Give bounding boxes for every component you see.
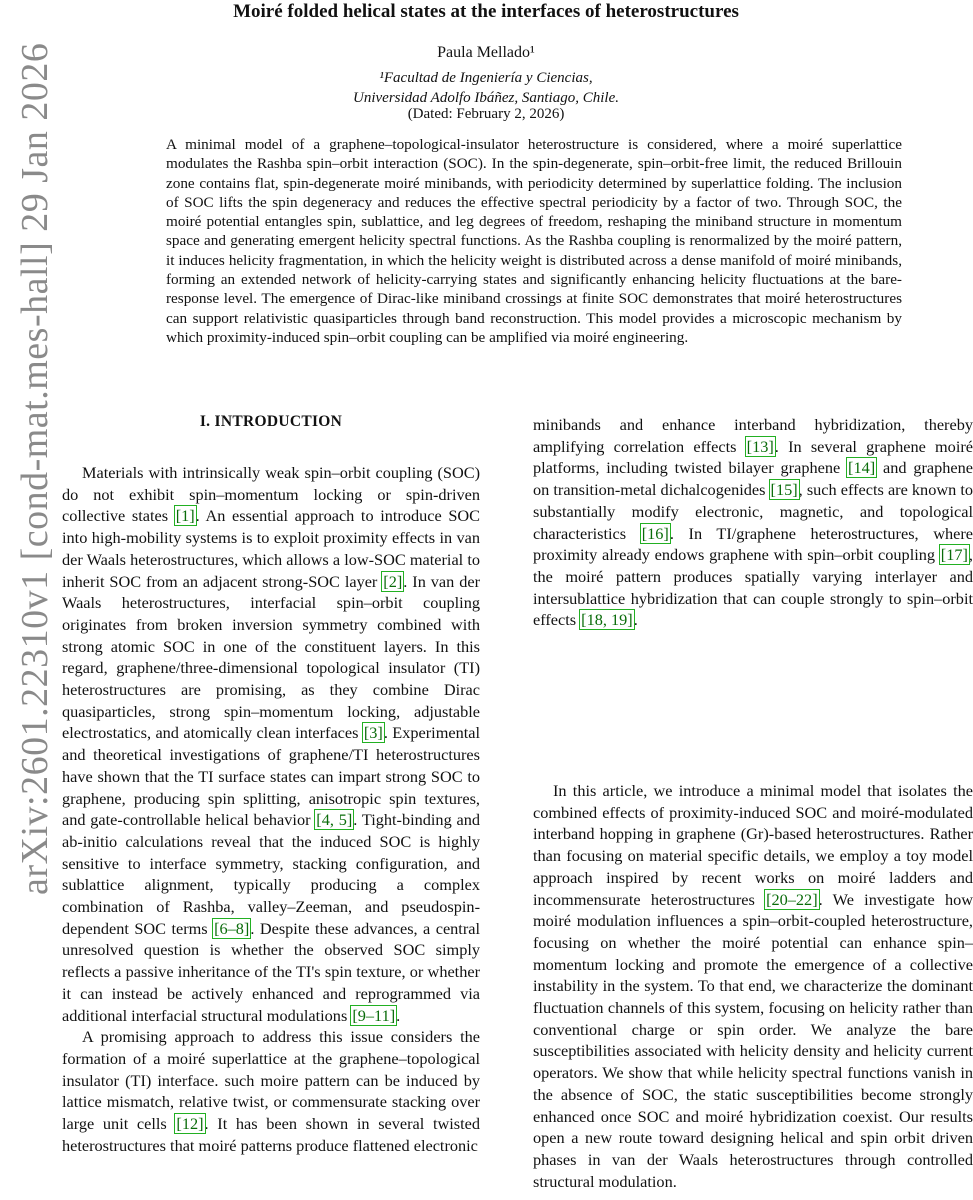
- dated: (Dated: February 2, 2026): [407, 106, 565, 122]
- affiliation-line-2: Universidad Adolfo Ibáñez, Santiago, Chile.: [353, 90, 619, 106]
- text: minibands and enhance interband hybridization, thereby amplifying correlation effects: [533, 415, 973, 456]
- text: Materials with intrinsically weak spin–orbit coupling (SOC) do not exhibit spin–momentum locking or spin-driven collective states: [62, 463, 480, 526]
- text: , the moiré pattern produces spatially varying interlayer and intersublattice hybridization that can couple strongly to spin–orbit effects: [533, 545, 973, 630]
- text: . We investigate how moiré modulation influences a spin–orbit-coupled heterostructure, focusing on whether the moiré potential can enhance spin–momentum locking and promote the emergence of a collective instability in the system. To that end, we characterize the dominant fluctuation channels of this system, focusing on helicity rather than conventional charge or spin order. We analyze the bare susceptibilities associated with helicity density and helicity current operators. We show that while helicity spectral functions vanish in the absence of SOC, the static susceptibilities become strongly enhanced once SOC and moiré hybridization coexist. Our results open a new route toward designing helical and spin orbit driven phases in van der Waals heterostructures through controlled structural modulation.: [533, 889, 973, 1191]
- citation-link[interactable]: [9–11]: [352, 1005, 396, 1025]
- text: . In several graphene moiré platforms, including twisted bilayer graphene: [533, 436, 973, 478]
- text: . In TI/graphene heterostructures, where proximity already endows graphene with spin–orbit coupling: [533, 523, 973, 565]
- text: .: [633, 610, 638, 630]
- citation-link[interactable]: [17]: [940, 545, 968, 565]
- affiliation: [0, 68, 972, 108]
- text: .: [396, 1005, 401, 1025]
- text: A promising approach to address this issue considers the formation of a moiré superlattice at the graphene–topological insulator (TI) interface. such moire pattern can be induced by lattice mismatch, relative twist, or commensurate stacking over large unit cells: [62, 1027, 480, 1134]
- author: Paula Mellado¹: [437, 44, 535, 61]
- text: . An essential approach to introduce SOC into high-mobility systems is to exploit proximity effects in van der Waals heterostructures, which allows a low-SOC material to inherit SOC from an adjacent strong-SOC layer: [62, 506, 480, 591]
- citation-link[interactable]: [18, 19]: [581, 610, 633, 630]
- text: . Despite these advances, a central unresolved question is whether the observed SOC simply reflects a passive inheritance of the TI's spin texture, or whether it can instead be actively enhanced and reprogrammed via additional interfacial structural modulations: [62, 918, 481, 1025]
- right-column-top: [533, 414, 973, 631]
- citation-link[interactable]: [16]: [641, 523, 669, 543]
- text: , such effects are known to substantially modify electronic, magnetic, and topological characteristics: [533, 480, 973, 543]
- affiliation-line-1: ¹Facultad de Ingeniería y Ciencias,: [379, 70, 593, 86]
- citation-link[interactable]: [2]: [383, 571, 403, 591]
- text: . It has been shown in several twisted heterostructures that moiré patterns produce flattened electronic: [62, 1114, 480, 1155]
- citation-link[interactable]: [4, 5]: [316, 810, 353, 830]
- text: In this article, we introduce a minimal model that isolates the combined effects of proximity-induced SOC and moiré-modulated interband hopping in graphene (Gr)-based heterostructures. Rather than focusing on material specific details, we employ a toy model approach inspired by recent works on moiré ladders and incommensurate heterostructures: [533, 781, 973, 909]
- right-column-bottom: [533, 780, 973, 1192]
- citation-link[interactable]: [1]: [175, 506, 195, 526]
- right-paragraph-1: [533, 414, 973, 631]
- citation-link[interactable]: [12]: [176, 1114, 204, 1134]
- text: and graphene on transition-metal dichalcogenides: [533, 458, 973, 500]
- citation-link[interactable]: [13]: [746, 436, 774, 456]
- citation-link[interactable]: [6–8]: [214, 918, 250, 938]
- citation-link[interactable]: [15]: [770, 480, 798, 500]
- intro-paragraph-2: [62, 1026, 480, 1156]
- text: . Experimental and theoretical investigations of graphene/TI heterostructures have shown that the TI surface states can impart strong SOC to graphene, producing spin splitting, anisotropic spin textures, and gate-controllable helical behavior: [62, 723, 481, 830]
- citation-link[interactable]: [14]: [848, 458, 876, 478]
- text: . Tight-binding and ab-initio calculations reveal that the induced SOC is highly sensitive to interface symmetry, stacking configuration, and sublattice alignment, typically producing a complex combination of Rashba, valley–Zeeman, and pseudospin-dependent SOC terms: [62, 810, 481, 938]
- paper-title: Moiré folded helical states at the interfaces of heterostructures: [233, 1, 739, 22]
- left-column: [62, 462, 480, 1157]
- section-heading: I. INTRODUCTION: [199, 413, 343, 430]
- text: . In van der Waals heterostructures, interfacial spin–orbit coupling originates from broken inversion symmetry combined with strong atomic SOC in one of the constituent layers. In this regard, graphene/three-dimensional topological insulator (TI) heterostructures are promising, as they combine Dirac quasiparticles, strong spin–momentum locking, adjustable electrostatics, and atomically clean interfaces: [62, 571, 481, 743]
- citation-link[interactable]: [3]: [363, 723, 383, 743]
- right-paragraph-2: [533, 780, 973, 1192]
- arxiv-stamp: arXiv:2601.22310v1 [cond-mat.mes-hall] 29 Jan 2026: [14, 42, 56, 895]
- abstract: A minimal model of a graphene–topological-insulator heterostructure is considered, where a moiré superlattice modulates the Rashba spin–orbit interaction (SOC). In the spin-degenerate, spin–orbit-free limit, the reduced Brillouin zone contains flat, spin-degenerate moiré minibands, with periodicity determined by superlattice folding. The inclusion of SOC lifts the spin degeneracy and reduces the effective spectral periodicity by a factor of two. Through SOC, the moiré potential entangles spin, sublattice, and leg degrees of freedom, reshaping the miniband structure in momentum space and generating emergent helicity spectral functions. As the Rashba coupling is renormalized by the moiré pattern, it induces helicity fragmentation, in which the helicity weight is distributed across a dense manifold of moiré minibands, forming an extended network of helicity-carrying states and significantly enhancing helicity fluctuations at the bare-response level. The emergence of Dirac-like miniband crossings at finite SOC demonstrates that moiré heterostructures can support relativistic quasiparticles through band reconstruction. This model provides a microscopic mechanism by which proximity-induced spin–orbit coupling can be amplified via moiré engineering.: [166, 136, 902, 346]
- citation-link[interactable]: [20–22]: [766, 889, 818, 909]
- intro-paragraph-1: [62, 462, 480, 1026]
